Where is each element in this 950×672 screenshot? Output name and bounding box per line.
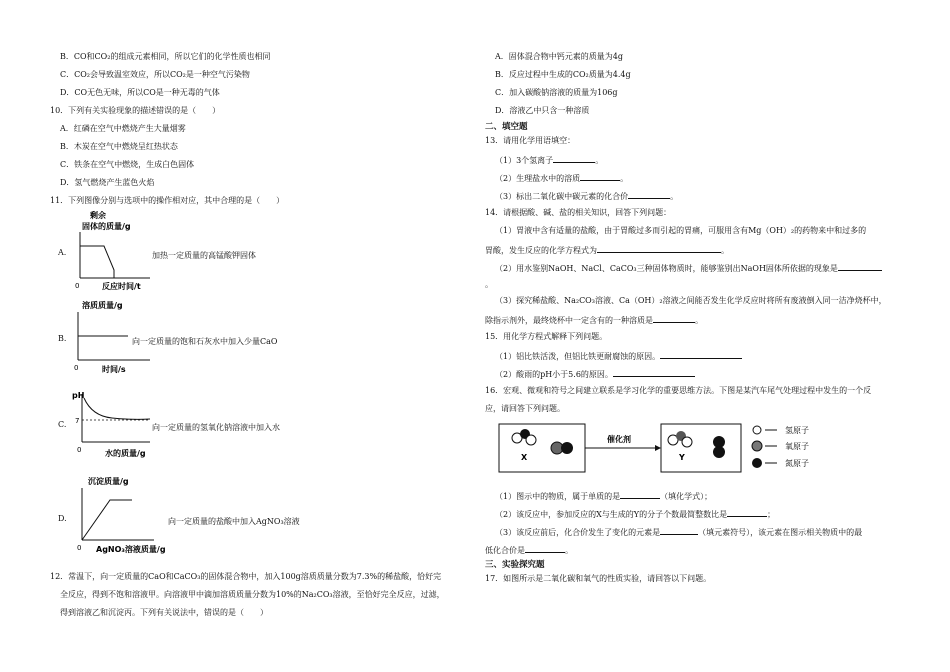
q13-part2: （2）生理盐水中的溶质 。 xyxy=(495,174,629,183)
section-experiment-title: 三、实验探究题 xyxy=(485,560,545,570)
q15-part2: （2）酸雨的pH小于5.6的原因。 xyxy=(495,368,695,380)
legend-nitrogen xyxy=(752,458,809,468)
legend-oxygen xyxy=(752,441,809,451)
q14-part2: （2）用水鉴别NaOH、NaCl、CaCO₃三种固体物质时，能够鉴别出NaOH固体所依据的现象是 xyxy=(495,262,882,274)
q14-part1-line2: 胃酸，发生反应的化学方程式为 。 xyxy=(485,246,729,255)
graph-d-label: D. xyxy=(58,514,67,523)
reaction-diagram xyxy=(495,420,875,478)
y-molecule xyxy=(668,431,692,447)
graph-d-xlabel: AgNO₃溶液质量/g xyxy=(96,545,166,554)
graph-b-label: B. xyxy=(58,334,67,343)
graph-b-caption: 向一定质量的饱和石灰水中加入少量CaO xyxy=(132,337,278,346)
product-molecule-2 xyxy=(713,436,725,458)
y-label: Y xyxy=(679,453,685,462)
q10-option-b: B．木炭在空气中燃烧呈红热状态 xyxy=(60,142,178,151)
graph-d xyxy=(70,474,180,558)
q12-option-d: D．溶液乙中只含一种溶质 xyxy=(495,106,590,115)
q13-stem: 13．请用化学用语填空： xyxy=(485,136,576,145)
q12-stem-line2: 全反应，得到不饱和溶液甲。向溶液甲中滴加溶质质量分数为10%的Na₂CO₃溶液，至恰好完全反应，过滤， xyxy=(60,590,445,599)
legend-hydrogen xyxy=(753,425,809,435)
q12-option-c: C．加入碳酸钠溶液的质量为106g xyxy=(495,88,618,97)
q10-option-a: A．红磷在空气中燃烧产生大量烟雾 xyxy=(60,124,186,133)
q14-part1-line1: （1）胃液中含有适量的盐酸，由于胃酸过多而引起的胃痛，可服用含有Mg（OH）₂的药物来中和过多的 xyxy=(495,226,867,235)
q16-part1: （1）图示中的物质，属于单质的是 （填化学式）； xyxy=(495,492,713,501)
section-fill-in-title: 二、填空题 xyxy=(485,122,528,132)
legend-nitrogen-label: 氮原子 xyxy=(785,459,809,468)
q10-option-c: C．铁条在空气中燃烧，生成白色固体 xyxy=(60,160,195,169)
graph-c-origin: 0 xyxy=(77,446,82,454)
q14-part3-line2: 除指示剂外，最终烧杯中一定含有的一种溶质是 。 xyxy=(485,316,703,325)
graph-a-origin: 0 xyxy=(75,282,80,290)
x-molecule xyxy=(512,429,536,445)
x-label: X xyxy=(521,453,528,462)
graph-c-ylabel: pH xyxy=(72,391,85,400)
q13-part3: （3）标出二氧化碳中碳元素的化合价 。 xyxy=(495,192,679,201)
graph-a-curve xyxy=(80,246,114,278)
graph-b-xlabel: 时间/s xyxy=(102,365,126,374)
graph-a-label: A. xyxy=(58,248,67,257)
graph-a-ylabel2: 固体的质量/g xyxy=(82,222,131,231)
q16-part3-line1: （3）该反应前后，化合价发生了变化的元素是 （填元素符号），该元素在图示相关物质中的最 xyxy=(495,528,863,537)
graph-a xyxy=(70,208,160,292)
q16-stem-line1: 16．宏观、微观和符号之间建立联系是学习化学的重要思维方法。下图是某汽车尾气处理过程中发生的一个反 xyxy=(485,386,872,395)
q12-stem-line1: 12．常温下，向一定质量的CaO和CaCO₃的固体混合物中，加入100g溶质质量分数为7.3%的稀盐酸，恰好完 xyxy=(50,572,442,581)
graph-c-caption: 向一定质量的氢氧化钠溶液中加入水 xyxy=(152,423,280,432)
product-box xyxy=(661,424,741,472)
graph-d-ylabel: 沉淀质量/g xyxy=(88,477,129,486)
graph-d-curve xyxy=(82,500,132,540)
reactant-molecule-2 xyxy=(551,442,573,454)
graph-c-curve xyxy=(84,398,150,419)
q15-part1: （1）铝比铁活泼，但铝比铁更耐腐蚀的原因。 xyxy=(495,350,742,362)
q12-stem-line3: 得到溶液乙和沉淀丙。下列有关说法中，错误的是（ ） xyxy=(60,608,268,617)
q13-part1: （1）3个氢离子 。 xyxy=(495,156,604,165)
legend-hydrogen-label: 氢原子 xyxy=(785,426,809,435)
graph-b-ylabel: 溶质质量/g xyxy=(82,301,123,310)
q12-option-b: B．反应过程中生成的CO₂质量为4.4g xyxy=(495,70,631,79)
q10-option-d: D．氢气燃烧产生蓝色火焰 xyxy=(60,178,155,187)
graph-c-tick7: 7 xyxy=(75,417,80,425)
graph-a-ylabel1: 剩余 xyxy=(90,211,106,220)
q14-stem: 14．请根据酸、碱、盐的相关知识，回答下列问题： xyxy=(485,208,672,217)
q14-part3-line1: （3）探究稀盐酸、Na₂CO₃溶液、Ca（OH）₂溶液之间能否发生化学反应时将所有废液倒入同一洁净烧杯中， xyxy=(495,296,887,305)
graph-a-caption: 加热一定质量的高锰酸钾固体 xyxy=(152,251,256,260)
graph-a-xlabel: 反应时间/t xyxy=(102,282,141,291)
q16-part3-line2: 低化合价是 。 xyxy=(485,546,573,555)
q12-option-a: A．固体混合物中钙元素的质量为4g xyxy=(495,52,623,61)
q16-part2: （2）该反应中，参加反应的X与生成的Y的分子个数最简整数比是 ； xyxy=(495,510,776,519)
graph-c xyxy=(70,388,160,464)
q15-stem: 15．用化学方程式解释下列问题。 xyxy=(485,332,608,341)
graph-d-origin: 0 xyxy=(77,544,82,552)
legend-oxygen-label: 氧原子 xyxy=(785,442,809,451)
graph-b-origin: 0 xyxy=(74,364,79,372)
graph-c-xlabel: 水的质量/g xyxy=(105,449,146,458)
q17-stem: 17．如图所示是二氧化碳和氧气的性质实验，请回答以下问题。 xyxy=(485,574,712,583)
catalyst-label: 催化剂 xyxy=(607,435,631,444)
q11-stem: 11．下列图像分别与选项中的操作相对应，其中合理的是（ ） xyxy=(50,196,285,205)
q9-option-d: D．CO无色无味，所以CO是一种无毒的气体 xyxy=(60,88,220,97)
q16-stem-line2: 应，请回答下列问题。 xyxy=(485,404,565,413)
graph-c-label: C. xyxy=(58,420,67,429)
q14-part2-end: 。 xyxy=(485,280,493,289)
q10-stem: 10．下列有关实验现象的描述错误的是（ ） xyxy=(50,106,221,115)
q9-option-b: B．CO和CO₂的组成元素相同，所以它们的化学性质也相同 xyxy=(60,52,271,61)
q9-option-c: C．CO₂会导致温室效应，所以CO₂是一种空气污染物 xyxy=(60,70,250,79)
graph-d-caption: 向一定质量的盐酸中加入AgNO₃溶液 xyxy=(168,517,300,526)
